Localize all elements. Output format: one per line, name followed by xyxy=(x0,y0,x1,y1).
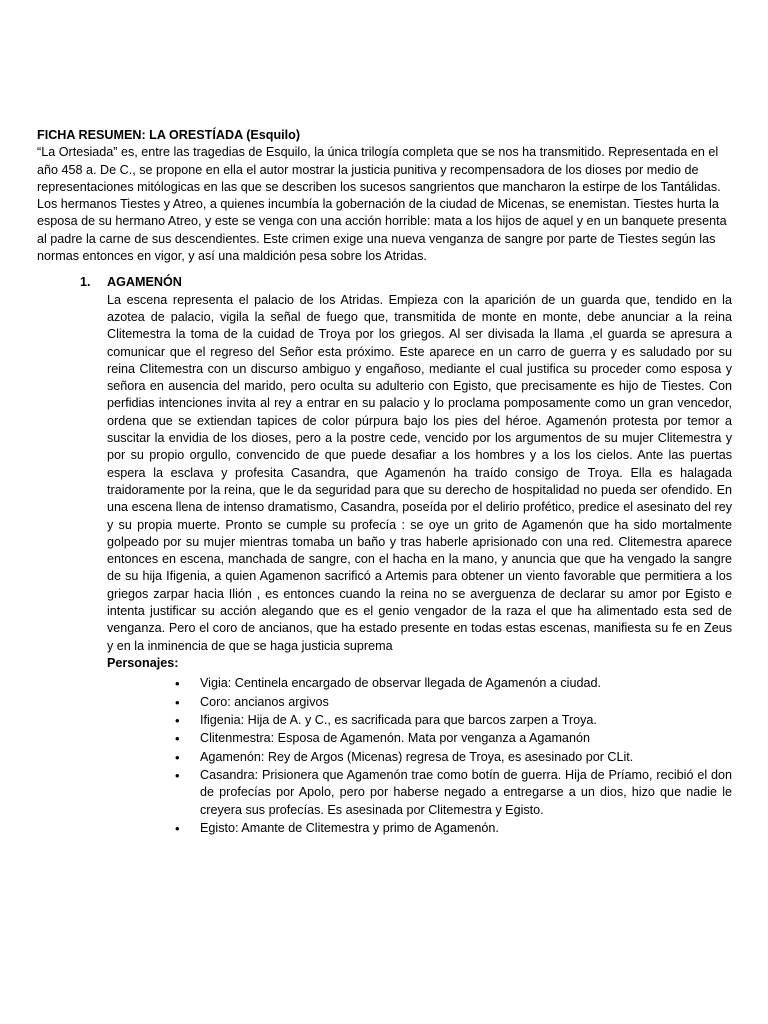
characters-list xyxy=(37,675,732,837)
list-item xyxy=(37,749,732,766)
bullet-icon: • xyxy=(175,712,180,728)
bullet-icon: • xyxy=(175,768,180,784)
character-description: Vigia: Centinela encargado de observar llegada de Agamenón a ciudad. xyxy=(200,676,601,691)
section-body: La escena representa el palacio de los Atridas. Empieza con la aparición de un guarda que, tendido en la azotea de palacio, vigila la señal de fuego que, transmitida de monte en monte, debe anunciar a la reina Clitemestra la toma de la cuidad de Troya por los griegos. Al ser divisada la llama ,el guarda se apresura a comunicar que el regreso del Señor esta próximo. Este aparece en un carro de guerra y es saludado por su reina Clitemestra con un discurso ambiguo y engañoso, mediante el cual justifica su proceder como esposa y señora en ausencia del marido, pero oculta su adulterio con Egisto, que precisamente es hijo de Tiestes. Con perfidias intenciones invita al rey a entrar en su palacio y lo proclama pomposamente como un gran vencedor, ordena que se extiendan tapices de color púrpura bajo los pies del héroe. Agamenón protesta por temor a suscitar la envidia de los dioses, pero a la postre cede, vencido por los argumentos de su mujer Clitemestra y por su propio orgullo, convencido de que puede desafiar a los hombres y a los los cielos. Ante las puertas espera la esclava y profesita Casandra, que Agamenón ha traído consigo de Troya. Ella es halagada traidoramente por la reina, que le da seguridad para que su derecho de hospitalidad no pueda ser ofendido. En una escena llena de intenso dramatismo, Casandra, poseída por el delirio profético, predice el asesinato del rey y su propia muerte. Pronto se cumple su profecía : se oye un grito de Agamenón que ha sido mortalmente golpeado por su mujer mientras tomaba un baño y tras haberle aprisionado con una red. Clitemestra aparece entonces en escena, manchada de sangre, con el hacha en la mano, y anuncia que que ha vengado la sangre de su hija Ifigenia, a quien Agamenon sacrificó a Artemis para obtener un viento favorable que permitiera a los griegos zarpar hacia Ilión , es entonces cuando la reina no se averguenza de declarar su amor por Egisto e intenta justificar su acción alegando que es el genio vengador de la raza el que ha alimentado esta sed de venganza. Pero el coro de ancianos, que ha estado presente en todas estas escenas, manifiesta su fe en Zeus y en la inminencia de que se haga justicia suprema xyxy=(107,292,732,653)
character-description: Ifigenia: Hija de A. y C., es sacrificada para que barcos zarpen a Troya. xyxy=(200,712,597,727)
document-content xyxy=(37,127,732,839)
character-description: Clitenmestra: Esposa de Agamenón. Mata por venganza a Agamanón xyxy=(200,731,590,746)
character-description: Coro: ancianos argivos xyxy=(200,694,329,709)
section-title: AGAMENÓN xyxy=(107,275,182,290)
intro-paragraph: “La Ortesiada” es, entre las tragedias de Esquilo, la única trilogía completa que se nos ha transmitido. Representada en el año 458 a. De C., se propone en ella el autor mostrar la justicia punitiva y recompensadora de los dioses por medio de representaciones mitólogicas en las que se describen los sucesos sangrientos que mancharon la estirpe de los Tantálidas. Los hermanos Tiestes y Atreo, a quienes incumbía la gobernación de la ciudad de Micenas, se enemistan. Tiestes hurta la esposa de su hermano Atreo, y este se venga con una acción horrible: mata a los hijos de aquel y en un banquete presenta al padre la carne de sus descendientes. Este crimen exige una nueva venganza de sangre por parte de Tiestes según las normas entonces en vigor, y así una maldición pesa sobre los Atridas. xyxy=(37,145,727,264)
bullet-icon: • xyxy=(175,676,180,692)
list-item xyxy=(37,730,732,747)
bullet-icon: • xyxy=(175,821,180,837)
character-description: Egisto: Amante de Clitemestra y primo de Agamenón. xyxy=(200,821,499,836)
characters-label: Personajes: xyxy=(107,655,179,670)
document-title: FICHA RESUMEN: LA ORESTÍADA (Esquilo) xyxy=(37,128,301,142)
bullet-icon: • xyxy=(175,694,180,710)
list-item xyxy=(37,675,732,692)
character-description: Agamenón: Rey de Argos (Micenas) regresa de Troya, es asesinado por CLit. xyxy=(200,749,634,764)
character-description: Casandra: Prisionera que Agamenón trae como botín de guerra. Hija de Príamo, recibió el don de profecías por Apolo, pero por haberse negado a entregarse a un dios, hizo que nadie le creyera sus profecías. Es asesinada por Clitemestra y Egisto. xyxy=(200,768,732,817)
section-heading xyxy=(37,274,732,291)
list-item xyxy=(37,767,732,819)
list-item xyxy=(37,694,732,711)
list-item xyxy=(37,712,732,729)
section-number: 1. xyxy=(80,275,91,290)
section-agamenon xyxy=(37,274,732,837)
list-item xyxy=(37,820,732,837)
bullet-icon: • xyxy=(175,731,180,747)
bullet-icon: • xyxy=(175,749,180,765)
